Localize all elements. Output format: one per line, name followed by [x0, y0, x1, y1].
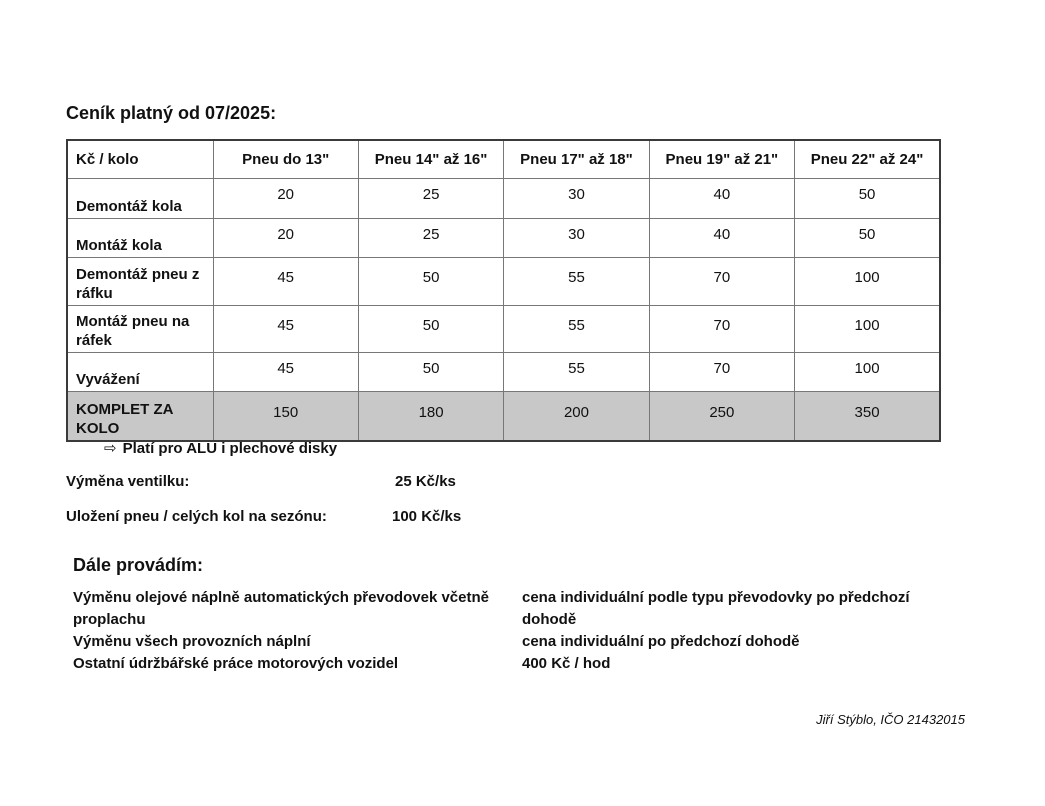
row-label: Vyvážení: [67, 353, 213, 392]
price-cell: 25: [422, 225, 440, 243]
service-name: Výměnu všech provozních náplní: [73, 633, 311, 650]
signature: Jiří Stýblo, IČO 21432015: [816, 712, 965, 727]
arrow-right-icon: ⇨: [104, 440, 117, 457]
price-cell: 50: [858, 186, 876, 203]
price-cell: 20: [277, 186, 295, 203]
price-cell: 45: [277, 269, 295, 286]
storage-price: 100 Kč/ks: [392, 508, 462, 525]
price-cell: 70: [713, 316, 731, 334]
disk-note: [104, 439, 337, 457]
price-cell: 200: [563, 403, 589, 421]
service-name: Ostatní údržbářské práce motorových vozidel: [73, 655, 399, 672]
row-label: Demontáž kola: [67, 179, 213, 219]
table-total-row: [67, 392, 940, 442]
column-header: Pneu 14" až 16": [358, 140, 503, 179]
price-cell: 70: [713, 269, 731, 286]
service-price: cena individuální po předchozí dohodě: [522, 633, 800, 650]
page-title: Ceník platný od 07/2025:: [66, 103, 277, 123]
service-name: Výměnu olejové náplně automatických převodovek včetně proplachu: [73, 589, 489, 628]
row-label: Montáž kola: [67, 219, 213, 258]
column-header: Pneu do 13": [213, 140, 358, 179]
price-cell: 55: [568, 316, 585, 334]
row-label: Demontáž pneu z ráfku: [67, 258, 213, 306]
price-cell: 25: [422, 186, 440, 203]
table-row: [67, 353, 940, 392]
price-cell: 100: [854, 269, 880, 286]
price-cell: 45: [277, 316, 295, 334]
storage-label: Uložení pneu / celých kol na sezónu:: [66, 508, 327, 525]
table-row: [67, 219, 940, 258]
price-cell: 45: [277, 359, 295, 377]
price-cell: 40: [713, 225, 731, 243]
price-cell: 20: [277, 225, 295, 243]
price-cell: 50: [422, 269, 440, 286]
price-cell: 180: [418, 403, 444, 421]
price-cell: 55: [568, 359, 585, 377]
column-header: Pneu 17" až 18": [504, 140, 649, 179]
price-cell: 250: [709, 403, 735, 421]
row-label: KOMPLET ZA KOLO: [67, 392, 213, 442]
price-cell: 50: [422, 359, 440, 377]
price-table: [66, 139, 941, 442]
service-price: 400 Kč / hod: [522, 655, 611, 672]
price-cell: 55: [568, 269, 585, 286]
price-cell: 350: [854, 403, 880, 421]
column-header: Pneu 19" až 21": [649, 140, 794, 179]
table-header-row: [67, 140, 940, 179]
price-cell: 30: [568, 186, 585, 203]
valve-label: Výměna ventilku:: [66, 473, 190, 490]
price-cell: 50: [858, 225, 876, 243]
price-cell: 100: [854, 316, 880, 334]
table-row: [67, 258, 940, 306]
price-cell: 100: [854, 359, 880, 377]
valve-price: 25 Kč/ks: [395, 473, 456, 490]
table-row: [67, 306, 940, 353]
note-text: Platí pro ALU i plechové disky: [122, 440, 338, 457]
price-cell: 50: [422, 316, 440, 334]
service-price: cena individuální podle typu převodovky po předchozí dohodě: [522, 589, 910, 628]
price-cell: 70: [713, 359, 731, 377]
column-header: Pneu 22" až 24": [795, 140, 940, 179]
price-cell: 40: [713, 186, 731, 203]
price-cell: 150: [273, 403, 299, 421]
price-cell: 30: [568, 225, 585, 243]
table-row: [67, 179, 940, 219]
services-heading: Dále provádím:: [73, 555, 204, 575]
row-label: Montáž pneu na ráfek: [67, 306, 213, 353]
column-header: Kč / kolo: [67, 140, 213, 179]
